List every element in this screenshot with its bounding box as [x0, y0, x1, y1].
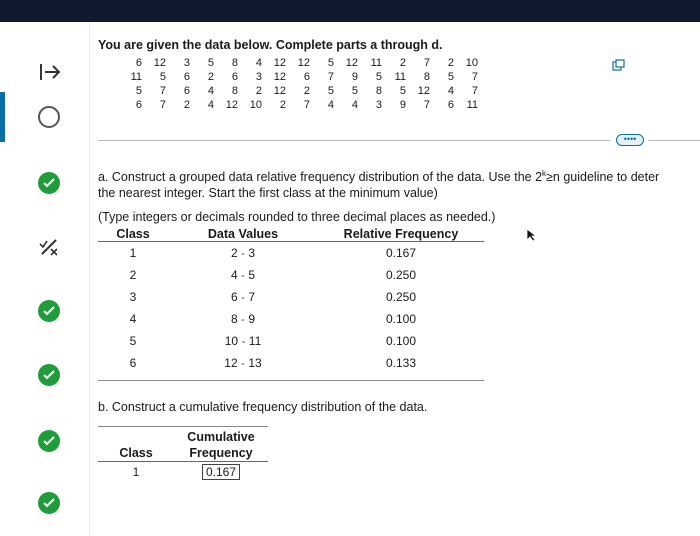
data-value: 7	[159, 99, 166, 111]
question-item-complete-4[interactable]	[38, 430, 62, 454]
data-value: 7	[423, 99, 430, 111]
class-upper: 3	[248, 246, 256, 260]
data-row	[118, 70, 598, 84]
more-button[interactable]: ••••	[616, 134, 644, 146]
class-upper: 7	[248, 290, 256, 304]
data-value: 8	[375, 85, 382, 97]
data-value: 7	[423, 57, 430, 69]
part-a-line1-end: ≥n guideline to deter	[546, 170, 660, 185]
part-a-superscript: k	[542, 169, 547, 178]
range-dash: -	[238, 334, 249, 348]
data-value: 6	[135, 57, 142, 69]
data-value: 5	[159, 71, 166, 83]
data-value: 6	[303, 71, 310, 83]
class-number: 1	[132, 465, 140, 479]
data-value: 2	[303, 85, 310, 97]
range-dash: -	[237, 246, 249, 260]
class-range	[168, 330, 318, 352]
check-icon	[38, 364, 60, 386]
mouse-cursor-icon	[526, 228, 538, 242]
table-header	[98, 226, 484, 242]
data-value: 2	[279, 99, 286, 111]
intro-text: You are given the data below. Complete parts a through d.	[98, 38, 443, 52]
data-value: 5	[327, 85, 334, 97]
header-cumulative: Cumulative	[187, 430, 255, 444]
class-upper: 5	[248, 268, 256, 282]
data-value: 5	[399, 85, 406, 97]
data-value: 11	[130, 71, 142, 83]
collapse-arrow-icon[interactable]	[38, 62, 62, 82]
data-value: 5	[351, 85, 358, 97]
class-lower: 8	[230, 312, 238, 326]
cumulative-answer-cell	[174, 464, 268, 480]
question-item-complete-1[interactable]	[38, 172, 62, 196]
divider	[98, 140, 610, 141]
part-a-line2: the nearest integer. Start the first class at the minimum value)	[98, 186, 438, 201]
relative-frequency-value: 0.133	[385, 356, 417, 370]
data-value: 7	[471, 85, 478, 97]
data-row	[118, 56, 598, 70]
class-lower: 6	[230, 290, 238, 304]
class-lower: 4	[230, 268, 238, 282]
question-item-complete-3[interactable]	[38, 364, 62, 388]
class-lower: 10	[224, 334, 239, 348]
data-value: 2	[255, 85, 262, 97]
relative-frequency-value: 0.250	[385, 268, 417, 282]
data-value: 5	[447, 71, 454, 83]
class-upper: 13	[248, 356, 262, 370]
divider	[648, 140, 700, 141]
relative-frequency-value: 0.100	[385, 334, 417, 348]
data-value: 4	[207, 85, 214, 97]
class-range	[168, 264, 318, 286]
partial-credit-icon	[38, 236, 62, 263]
range-dash: -	[237, 356, 249, 370]
data-value: 4	[255, 57, 262, 69]
data-value: 11	[370, 57, 382, 69]
class-number: 3	[129, 290, 137, 304]
class-range	[168, 308, 318, 330]
data-value: 4	[207, 99, 214, 111]
header-frequency: Frequency	[189, 446, 253, 460]
data-value: 8	[423, 71, 430, 83]
data-value: 12	[273, 57, 286, 69]
data-value: 2	[183, 99, 190, 111]
class-number: 4	[129, 312, 137, 326]
check-icon	[38, 430, 60, 452]
data-value: 12	[417, 85, 430, 97]
data-value: 4	[351, 99, 358, 111]
data-value: 12	[345, 57, 358, 69]
data-row	[118, 98, 598, 112]
data-value: 11	[394, 71, 406, 83]
data-value: 6	[231, 71, 238, 83]
part-a-line1: a. Construct a grouped data relative frequency distribution of the data. Use the 2	[98, 170, 543, 185]
table-header	[98, 427, 268, 462]
table-row	[98, 242, 484, 264]
range-dash: -	[237, 268, 249, 282]
table-row	[98, 462, 268, 482]
data-value: 7	[471, 71, 478, 83]
class-number: 6	[129, 356, 137, 370]
class-range	[168, 242, 318, 264]
class-number: 1	[129, 246, 137, 260]
copy-data-icon[interactable]	[612, 58, 626, 70]
top-bar	[0, 0, 700, 22]
data-value: 10	[465, 57, 478, 69]
data-grid	[118, 56, 598, 112]
question-item-current[interactable]	[38, 106, 62, 130]
relative-frequency-value: 0.100	[385, 312, 417, 326]
data-value: 5	[375, 71, 382, 83]
table-row	[98, 286, 484, 308]
check-icon	[38, 300, 60, 322]
data-value: 7	[327, 71, 334, 83]
header-cumulative-frequency	[174, 429, 268, 461]
check-icon	[38, 172, 60, 194]
data-value: 12	[153, 57, 166, 69]
question-item-complete-5[interactable]	[38, 492, 62, 516]
divider	[98, 380, 484, 381]
question-content	[98, 22, 700, 536]
part-b-instructions: b. Construct a cumulative frequency distribution of the data.	[98, 400, 428, 414]
relative-frequency-value: 0.167	[385, 246, 417, 260]
answer-input[interactable]: 0.167	[202, 464, 240, 480]
table-row	[98, 330, 484, 352]
data-value: 5	[327, 57, 334, 69]
relative-frequency-table	[98, 226, 484, 374]
data-value: 6	[183, 85, 190, 97]
class-number: 5	[129, 334, 137, 348]
class-upper: 9	[248, 312, 256, 326]
data-value: 4	[327, 99, 334, 111]
data-value: 2	[207, 71, 214, 83]
data-value: 11	[466, 99, 478, 111]
question-item-partial[interactable]	[38, 236, 62, 260]
rounding-hint: (Type integers or decimals rounded to three decimal places as needed.)	[98, 210, 496, 224]
data-value: 8	[231, 57, 238, 69]
header-class: Class	[119, 446, 153, 460]
data-value: 9	[399, 99, 406, 111]
check-icon	[38, 492, 60, 514]
header-data-values: Data Values	[207, 227, 279, 241]
table-row	[98, 308, 484, 330]
question-sidebar	[0, 22, 90, 536]
data-value: 7	[159, 85, 166, 97]
question-item-complete-2[interactable]	[38, 300, 62, 324]
header-relative-frequency: Relative Frequency	[343, 227, 459, 241]
data-value: 2	[399, 57, 406, 69]
cumulative-frequency-table	[98, 426, 268, 482]
table-row	[98, 352, 484, 374]
class-range	[168, 286, 318, 308]
data-value: 3	[183, 57, 190, 69]
relative-frequency-value: 0.250	[385, 290, 417, 304]
class-lower: 2	[230, 246, 238, 260]
table-row	[98, 264, 484, 286]
data-value: 6	[135, 99, 142, 111]
class-range	[168, 352, 318, 374]
data-value: 12	[297, 57, 310, 69]
data-value: 6	[183, 71, 190, 83]
part-a-instructions	[98, 166, 700, 201]
data-value: 9	[351, 71, 358, 83]
data-value: 2	[447, 57, 454, 69]
incomplete-circle-icon	[38, 106, 60, 128]
data-value: 12	[225, 99, 238, 111]
data-row	[118, 84, 598, 98]
data-value: 6	[447, 99, 454, 111]
class-lower: 12	[224, 356, 238, 370]
range-dash: -	[237, 290, 249, 304]
data-value: 3	[375, 99, 382, 111]
data-value: 5	[207, 57, 214, 69]
class-upper: 11	[248, 334, 262, 348]
data-value: 3	[255, 71, 262, 83]
data-value: 7	[303, 99, 310, 111]
header-class: Class	[116, 227, 150, 241]
data-value: 12	[273, 71, 286, 83]
data-value: 8	[231, 85, 238, 97]
data-value: 12	[273, 85, 286, 97]
data-value: 5	[135, 85, 142, 97]
active-question-marker	[0, 92, 5, 142]
range-dash: -	[237, 312, 249, 326]
data-value: 4	[447, 85, 454, 97]
class-number: 2	[129, 268, 137, 282]
data-value: 10	[249, 99, 262, 111]
